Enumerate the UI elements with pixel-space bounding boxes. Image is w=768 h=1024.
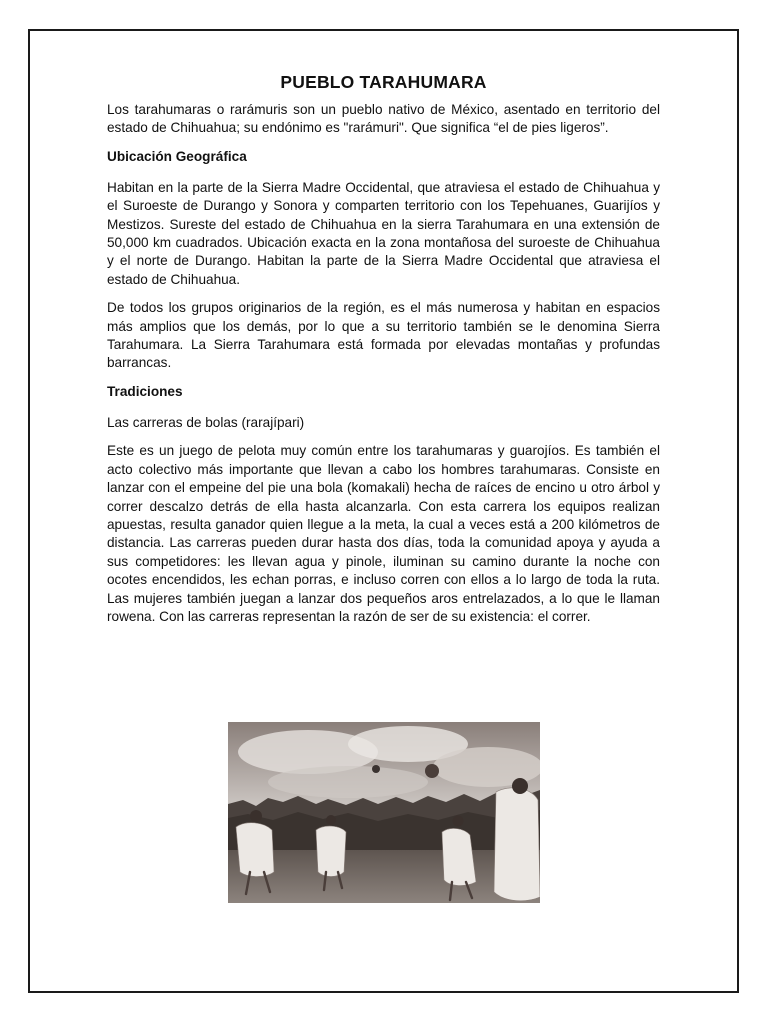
traditions-subtitle: Las carreras de bolas (rarajípari) xyxy=(107,414,305,430)
location-paragraph-2: De todos los grupos originarios de la región, es el más numerosa y habitan en espacios más amplios que los demás, por lo que a su territorio también se le denomina Sierra Tarahumara. La Sierra Tarahumara está formada por elevadas montañas y profundas barrancas. xyxy=(107,300,660,371)
document-body xyxy=(107,72,660,636)
section-heading-traditions: Tradiciones xyxy=(107,383,183,399)
section-heading-location: Ubicación Geográfica xyxy=(107,148,247,164)
traditions-paragraph: Este es un juego de pelota muy común entre los tarahumaras y guarojíos. Es también el acto colectivo más importante que llevan a cabo los hombres tarahumaras. Consiste en lanzar con el empeine del pie una bola (komakali) hecha de raíces de encino u otro árbol y correr descalzo detrás de ella hasta alcanzarla. Con esta carrera los equipos realizan apuestas, resulta ganador quien llegue a la meta, la cual a veces está a 200 kilómetros de distancia. Las carreras pueden durar hasta dos días, toda la comunidad apoya y ayuda a sus competidores: les llevan agua y pinole, iluminan su camino durante la noche con ocotes encendidos, les echan porras, e incluso corren con ellos a lo largo de toda la ruta. Las mujeres también juegan a lanzar dos pequeños aros entrelazados, a lo que le llaman rowena. Con las carreras representan la razón de ser de su existencia: el correr. xyxy=(107,443,660,624)
intro-paragraph: Los tarahumaras o rarámuris son un pueblo nativo de México, asentado en territorio del estado de Chihuahua; su endónimo es "rarámuri". Que significa “el de pies ligeros”. xyxy=(107,102,660,136)
document-title: PUEBLO TARAHUMARA xyxy=(280,72,487,92)
runners-photo xyxy=(228,722,540,903)
location-paragraph-1: Habitan en la parte de la Sierra Madre Occidental, que atraviesa el estado de Chihuahua y el Suroeste de Durango y Sonora y comparten territorio con los Tepehuanes, Guarijíos y Mestizos. Sureste del estado de Chihuahua en la sierra Tarahumara en una extensión de 50,000 km cuadrados. Ubicación exacta en la zona montañosa del suroeste de Chihuahua y el norte de Durango. Habitan la parte de la Sierra Madre Occidental que atraviesa el estado de Chihuahua. xyxy=(107,179,660,287)
